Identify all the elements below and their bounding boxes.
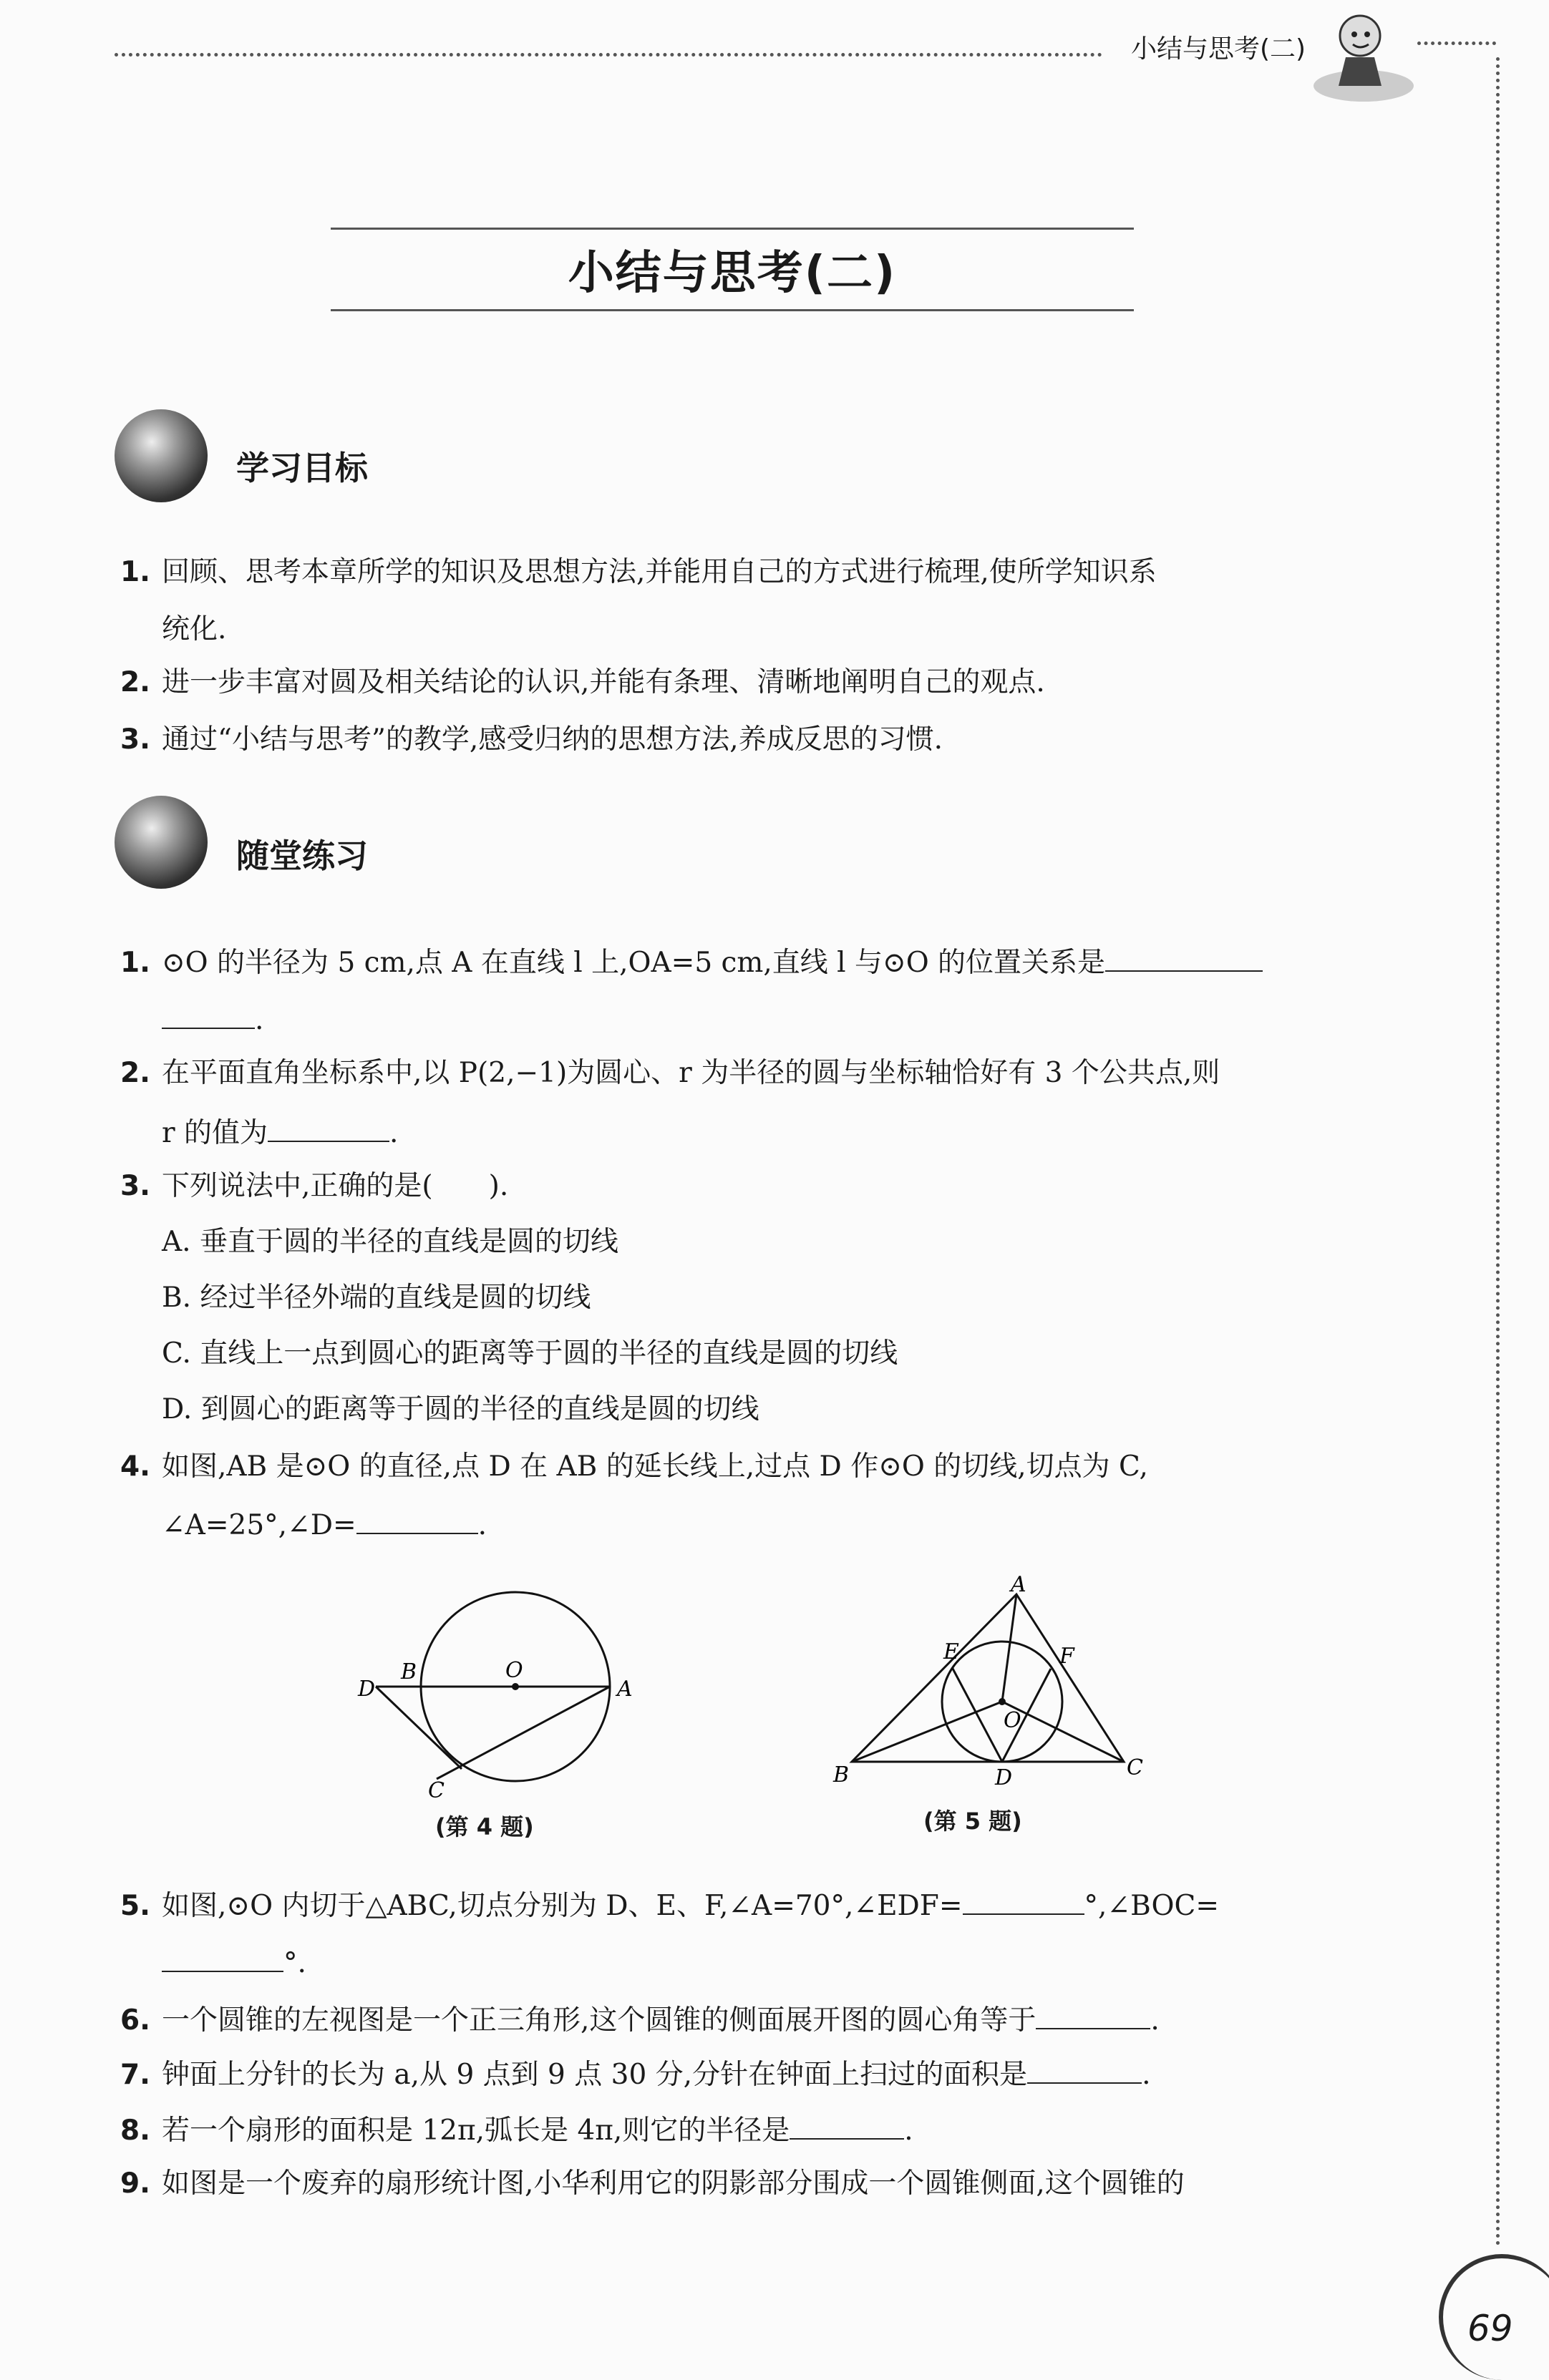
section-title-goals: 学习目标	[236, 449, 368, 487]
fig5-label-d: D	[995, 1765, 1013, 1790]
page-number: 69	[1467, 2308, 1513, 2349]
globe-icon	[115, 409, 208, 502]
page-title: 小结与思考(二)	[568, 247, 897, 300]
title-rule-top	[331, 228, 1134, 230]
margin-dotted-rule	[1496, 57, 1500, 2247]
option-d: D. 到圆心的距离等于圆的半径的直线是圆的切线	[162, 1393, 759, 1425]
section-title-practice: 随堂练习	[236, 837, 368, 875]
question-4: 4. 如图,AB 是⊙O 的直径,点 D 在 AB 的延长线上,过点 D 作⊙O 的切线,切点为 C,	[120, 1450, 1148, 1483]
figure-5-diagram	[823, 1574, 1152, 1803]
question-6: 6. 一个圆锥的左视图是一个正三角形,这个圆锥的侧面展开图的圆心角等于 .	[120, 1996, 1160, 2042]
figure-4-caption: (第 4 题)	[435, 1813, 534, 1840]
globe-grid-icon	[115, 796, 208, 889]
question-1-cont: .	[162, 996, 263, 1042]
figure-4-diagram	[336, 1581, 651, 1810]
mascot-icon	[1310, 7, 1417, 107]
fig5-label-e: E	[943, 1639, 959, 1664]
question-4-cont: ∠A=25°,∠D= .	[162, 1501, 487, 1547]
fig5-label-c: C	[1127, 1755, 1143, 1780]
header-dotted-rule-right	[1417, 42, 1496, 45]
goal-item-1-cont: 统化.	[162, 613, 227, 645]
running-title: 小结与思考(二)	[1131, 34, 1306, 64]
question-8: 8. 若一个扇形的面积是 12π,弧长是 4π,则它的半径是 .	[120, 2107, 913, 2152]
header-dotted-rule	[115, 53, 1102, 57]
fig5-label-o: O	[1004, 1708, 1021, 1733]
title-rule-bottom	[331, 309, 1134, 311]
question-7: 7. 钟面上分针的长为 a,从 9 点到 9 点 30 分,分针在钟面上扫过的面积是 .	[120, 2051, 1150, 2097]
option-b: B. 经过半径外端的直线是圆的切线	[162, 1282, 591, 1314]
fig4-label-a: A	[617, 1677, 633, 1702]
question-2-cont: r 的值为 .	[162, 1109, 398, 1155]
goal-item-2: 2. 进一步丰富对圆及相关结论的认识,并能有条理、清晰地阐明自己的观点.	[120, 666, 1045, 698]
fig4-label-d: D	[358, 1677, 376, 1702]
question-1: 1. ⊙O 的半径为 5 cm,点 A 在直线 l 上,OA=5 cm,直线 l 与⊙O 的位置关系是	[120, 939, 1263, 985]
question-9: 9. 如图是一个废弃的扇形统计图,小华利用它的阴影部分围成一个圆锥侧面,这个圆锥的	[120, 2167, 1185, 2200]
goal-item-1: 1. 回顾、思考本章所学的知识及思想方法,并能用自己的方式进行梳理,使所学知识系	[120, 556, 1157, 588]
option-a: A. 垂直于圆的半径的直线是圆的切线	[162, 1226, 618, 1258]
fig5-label-a: A	[1011, 1574, 1026, 1597]
question-5-cont: °.	[162, 1939, 306, 1985]
option-c: C. 直线上一点到圆心的距离等于圆的半径的直线是圆的切线	[162, 1337, 898, 1370]
question-3: 3. 下列说法中,正确的是( ).	[120, 1170, 509, 1202]
question-2: 2. 在平面直角坐标系中,以 P(2,−1)为圆心、r 为半径的圆与坐标轴恰好有 3 个公共点,则	[120, 1057, 1220, 1089]
fig4-label-c: C	[428, 1778, 445, 1803]
fig5-label-f: F	[1059, 1644, 1074, 1669]
question-5: 5. 如图,⊙O 内切于△ABC,切点分别为 D、E、F,∠A=70°,∠EDF= °,∠BOC=	[120, 1882, 1219, 1928]
figure-5-caption: (第 5 题)	[923, 1808, 1022, 1835]
goal-item-3: 3. 通过“小结与思考”的教学,感受归纳的思想方法,养成反思的习惯.	[120, 723, 943, 756]
fig5-label-b: B	[833, 1762, 850, 1788]
fig4-label-o: O	[505, 1658, 523, 1683]
fig4-label-b: B	[401, 1659, 417, 1684]
